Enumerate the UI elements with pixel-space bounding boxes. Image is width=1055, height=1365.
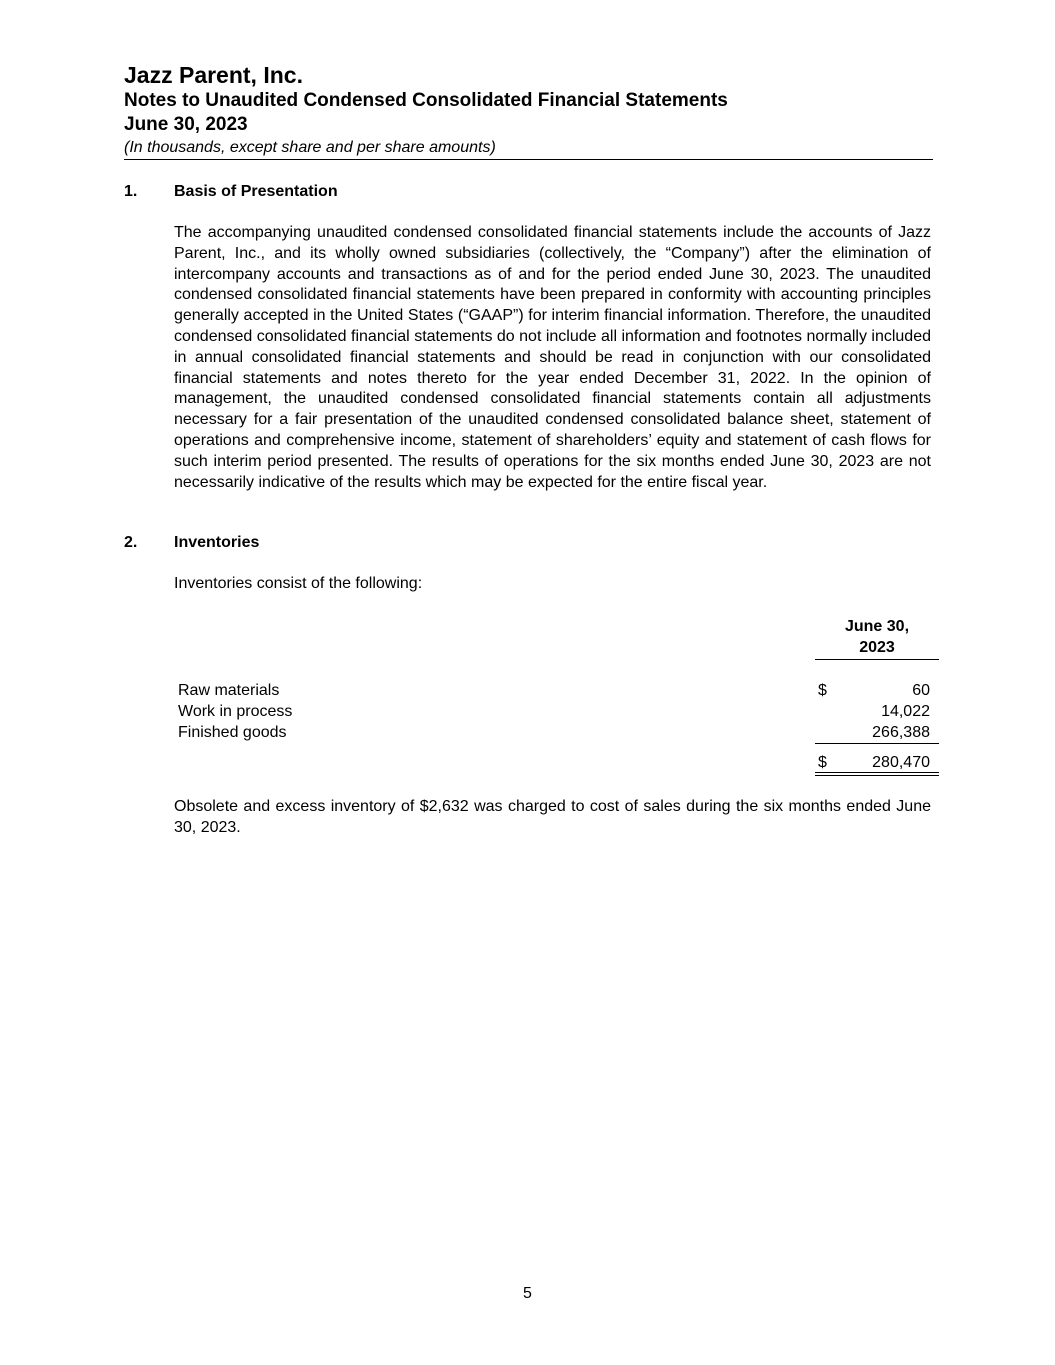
document-title: Notes to Unaudited Condensed Consolidated Financial Statements bbox=[124, 90, 728, 111]
row-label: Finished goods bbox=[178, 724, 287, 741]
currency-symbol: $ bbox=[818, 682, 827, 699]
section-1-number: 1. bbox=[124, 183, 138, 200]
row-value: 14,022 bbox=[881, 703, 930, 720]
column-header-line-2: 2023 bbox=[859, 639, 895, 656]
currency-symbol: $ bbox=[818, 754, 827, 771]
total-value: 280,470 bbox=[872, 754, 930, 771]
total-row bbox=[174, 752, 940, 773]
row-value: 266,388 bbox=[872, 724, 930, 741]
company-name: Jazz Parent, Inc. bbox=[124, 62, 303, 88]
column-header-line-1: June 30, bbox=[844, 618, 910, 635]
row-label: Work in process bbox=[178, 703, 293, 720]
table-row bbox=[174, 701, 940, 722]
section-2-number: 2. bbox=[124, 534, 138, 551]
table-row bbox=[174, 680, 940, 701]
page-number: 5 bbox=[523, 1285, 532, 1302]
column-header bbox=[815, 616, 939, 660]
row-value: 60 bbox=[912, 682, 930, 699]
section-2-intro: Inventories consist of the following: bbox=[174, 575, 423, 592]
document-header bbox=[124, 62, 933, 160]
section-1-title: Basis of Presentation bbox=[174, 183, 338, 200]
row-label: Raw materials bbox=[178, 682, 280, 699]
section-1-body: The accompanying unaudited condensed consolidated financial statements include the accounts of Jazz Parent, Inc., and its wholly owned subsidiaries (collectively, the “Company”) after the elimination of intercompany accounts and transactions as of and for the period ended June 30, 2023. The unaudited condensed consolidated financial statements have been prepared in conformity with accounting principles generally accepted in the United States (“GAAP”) for interim financial information. Therefore, the unaudited condensed consolidated financial statements do not include all information and footnotes normally included in annual consolidated financial statements and should be read in conjunction with our consolidated financial statements and notes thereto for the year ended December 31, 2022. In the opinion of management, the unaudited condensed consolidated financial statements contain all adjustments necessary for a fair presentation of the unaudited condensed consolidated balance sheet, statement of operations and comprehensive income, statement of shareholders’ equity and statement of cash flows for such interim period presented. The results of operations for the six months ended June 30, 2023 are not necessarily indicative of the results which may be expected for the entire fiscal year. bbox=[174, 224, 931, 491]
subtotal-rule bbox=[815, 743, 939, 744]
section-2-title: Inventories bbox=[174, 534, 260, 551]
document-date: June 30, 2023 bbox=[124, 114, 248, 135]
units-note: (In thousands, except share and per share amounts) bbox=[124, 139, 496, 156]
table-row bbox=[174, 722, 940, 743]
inventory-note: Obsolete and excess inventory of $2,632 was charged to cost of sales during the six months ended June 30, 2023. bbox=[174, 798, 931, 836]
inventory-table bbox=[174, 616, 940, 776]
total-double-rule bbox=[815, 772, 939, 776]
